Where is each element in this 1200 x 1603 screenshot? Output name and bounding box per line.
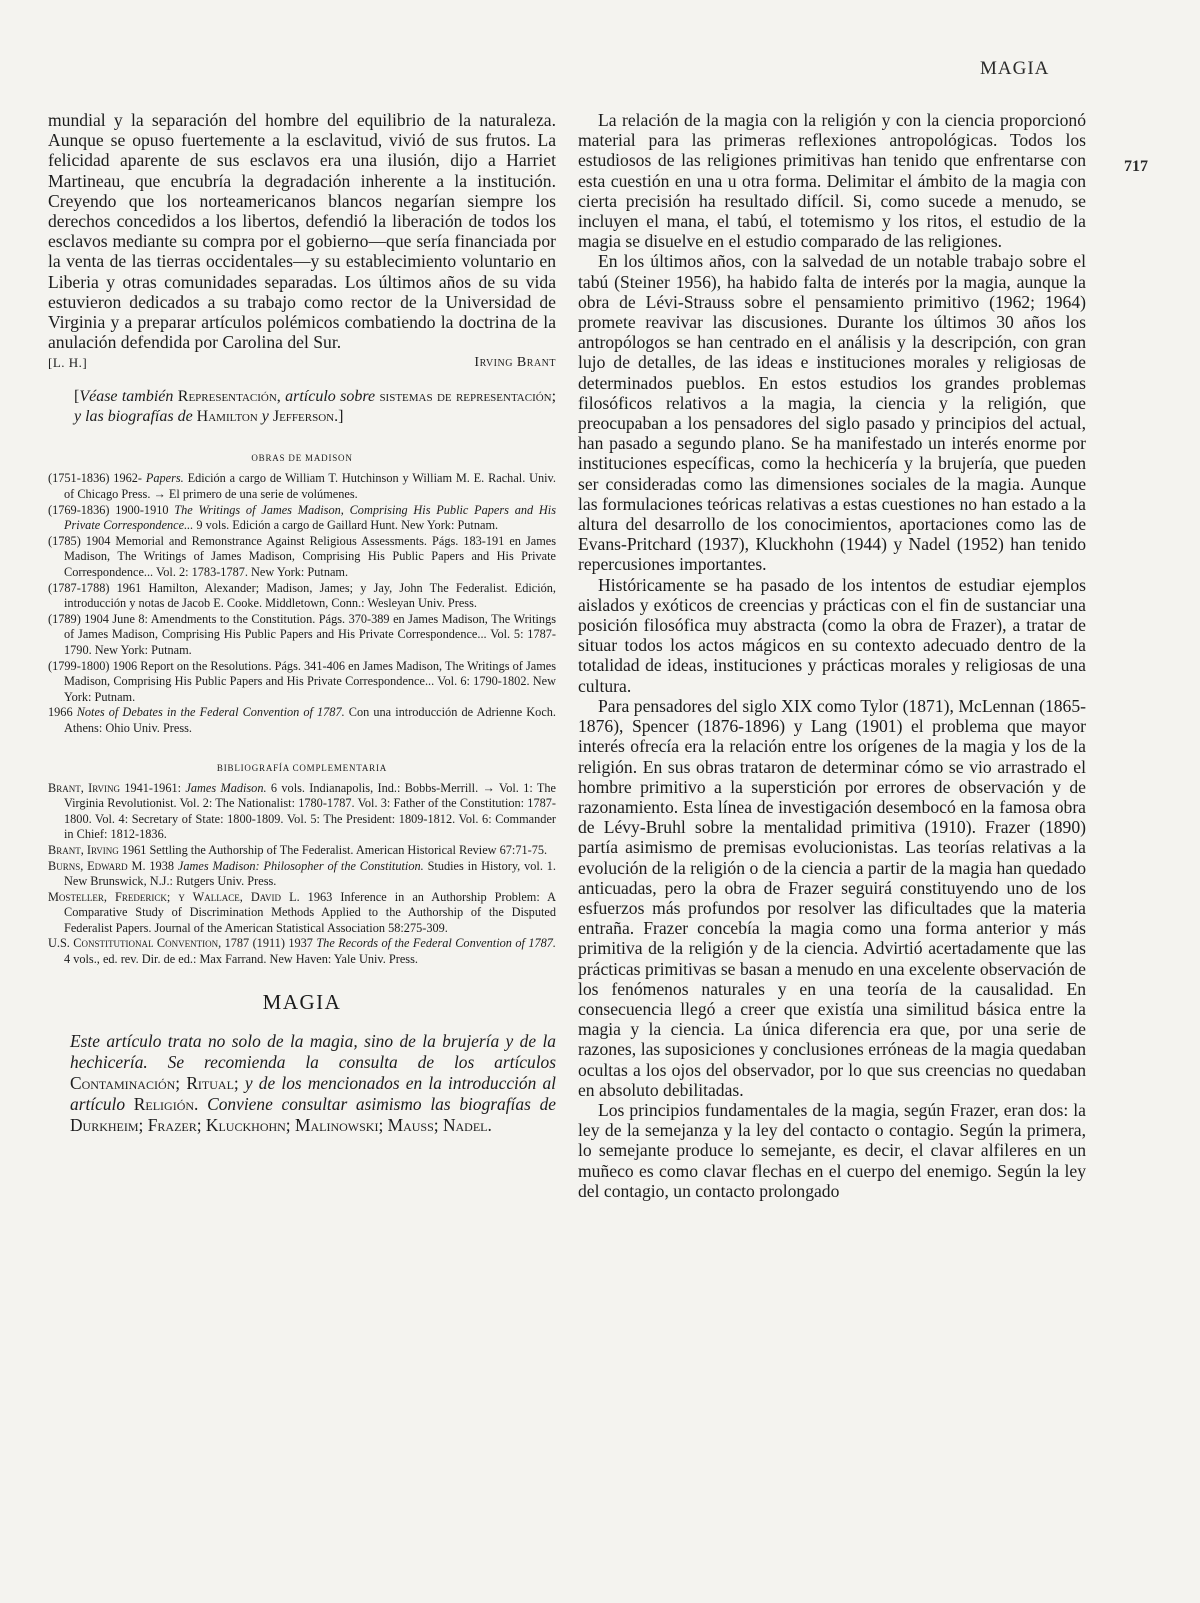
body-paragraph: La relación de la magia con la religión y con la ciencia proporcionó material para las primeras reflexiones antropológicas. Todos los estudiosos de las religiones primitivas han tenido que enfrentarse con esta cuestión en una u otra forma. Delimitar el ámbito de la magia con cierta precisión ha resultado difícil. Si, como sucede a menudo, se incluyen el mana, el tabú, el totemismo y los ritos, el estudio de la magia se disuelve en el estudio comparado de las religiones.	[578, 110, 1086, 252]
reference-entry: (1789) 1904 June 8: Amendments to the Constitution. Págs. 370-389 en James Madison, The Writings of James Madison, Comprising His Public Papers and His Private Correspondence... Vol. 5: 1787-1790. New York: Putnam.	[48, 611, 557, 657]
reference-entry: (1787-1788) 1961 Hamilton, Alexander; Madison, James; y Jay, John The Federalist. Edición, introducción y notas de Jacob E. Cooke. Middletown, Conn.: Wesleyan Univ. Press.	[48, 580, 557, 611]
bibliografia-list	[48, 781, 556, 968]
reference-entry: (1785) 1904 Memorial and Remonstrance Against Religious Assessments. Págs. 183-191 en James Madison, The Writings of James Madison, Comprising His Public Papers and His Private Correspondence... Vol. 2: 1783-1787. New York: Putnam.	[48, 533, 556, 579]
reference-entry: Burns, Edward M. 1938 James Madison: Philosopher of the Constitution. Studies in History, vol. 1. New Brunswick, N.J.: Rutgers Univ. Press.	[48, 858, 557, 889]
body-paragraph: Para pensadores del siglo XIX como Tylor (1871), McLennan (1865-1876), Spencer (1876-1896) y Lang (1901) el problema que mayor interés ofrecía era la relación entre los orígenes de la magia y los de la religión. En sus obras trataron de determinar cómo se vio arrastrado el hombre primitivo a la superstición por errores de observación y de razonamiento. Esta línea de investigación desembocó en la famosa obra de Lévy-Bruhl sobre la mentalidad primitiva (1910). Frazer (1890) partía asimismo de premisas evolucionistas. Las teorías relativas a la evolución de la religión o de la ciencia a partir de la magia han quedado anticuadas, pero la obra de Frazer seguirá constituyendo uno de los esfuerzos más profundos por resolver las dificultades que la materia entraña. Frazer concebía la magia como una forma anterior y más primitiva de la religión y de la ciencia. Advirtió acertadamente que las prácticas primitivas se basan a menudo en una excelente observación de los fenómenos naturales y en una teoría de la causalidad. En consecuencia llegó a creer que existía una similitud básica entre la magia y la ciencia. La única diferencia era que, por una serie de razones, las suposiciones y conclusiones erróneas de la magia quedaban ocultas a los ojos del observador, por lo que sus creencias no quedaban en absoluto debilitadas.	[578, 695, 1086, 1100]
translator-initials: [L. H.]	[48, 355, 88, 371]
article-intro-note: Este artículo trata no solo de la magia, sino de la brujería y de la hechicería. Se recomienda la consulta de los artículos Contaminación; Ritual; y de los mencionados en la introducción al artículo Religión. Conviene consultar asimismo las biografías de Durkheim; Frazer; Kluckhohn; Malinowski; Mauss; Nadel.	[70, 1030, 556, 1135]
running-head: MAGIA	[980, 58, 1050, 79]
see-also-note: [Véase también Representación, artículo sobre sistemas de representación; y las biografías de Hamilton y Jefferson.]	[74, 388, 557, 426]
left-column	[48, 110, 556, 1136]
reference-entry: (1769-1836) 1900-1910 The Writings of James Madison, Comprising His Public Papers and His Private Correspondence... 9 vols. Edición a cargo de Gaillard Hunt. New York: Putnam.	[48, 502, 556, 533]
body-paragraph: Los principios fundamentales de la magia, según Frazer, eran dos: la ley de la semejanza y la ley del contacto o contagio. Según la primera, lo semejante produce lo semejante, es decir, el clavar alfileres en un muñeco es como clavar flechas en el cuerpo del enemigo. Según la ley del contagio, un contacto prolongado	[578, 1099, 1086, 1201]
body-paragraph: En los últimos años, con la salvedad de un notable trabajo sobre el tabú (Steiner 1956), ha habido falta de interés por la magia, aunque la obra de Lévi-Strauss sobre el pensamiento primitivo (1962; 1964) promete reavivar las discusiones. Durante los últimos 30 años los antropólogos se han centrado en el análisis y la descripción, con gran lujo de detalles, de las ideas e instituciones morales y religiosas de determinados pueblos. En estos estudios los grandes problemas filosóficos relativos a la magia, la ciencia y la religión, que preocupaban a los pensadores del siglo pasado y principios del actual, han pasado a segundo plano. Se ha manifestado un interés enorme por instituciones específicas, como la hechicería y la brujería, que pueden ser consideradas como las dimensiones sociales de la magia. Aunque las formulaciones teóricas relativas a estas cuestiones no han estado a la altura del desarrollo de los conocimientos, aportaciones como las de Evans-Pritchard (1937), Kluckhohn (1944) y Nadel (1952) han tenido repercusiones importantes.	[578, 251, 1086, 575]
reference-entry: (1799-1800) 1906 Report on the Resolutions. Págs. 341-406 en James Madison, The Writings of James Madison, Comprising His Public Papers and His Private Correspondence... Vol. 6: 1790-1802. New York: Putnam.	[48, 658, 557, 704]
reference-entry: 1966 Notes of Debates in the Federal Convention of 1787. Con una introducción de Adrienne Koch. Athens: Ohio Univ. Press.	[48, 705, 557, 735]
reference-entry: Brant, Irving 1941-1961: James Madison. 6 vols. Indianapolis, Ind.: Bobbs-Merrill. → Vol. 1: The Virginia Revolutionist. Vol. 2: The Nationalist: 1780-1787. Vol. 3: Father of the Constitution: 1787-1800. Vol. 4: Secretary of State: 1800-1809. Vol. 5: The President: 1809-1812. Vol. 6: Commander in Chief: 1812-1836.	[48, 780, 556, 842]
reference-entry: Brant, Irving 1961 Settling the Authorship of The Federalist. American Historical Review 67:71-75.	[48, 842, 548, 857]
body-paragraph: Históricamente se ha pasado de los intentos de estudiar ejemplos aislados y exóticos de creencias y prácticas con el fin de sustanciar una posición filosófica muy abstracta (como la obra de Frazer), a tratar de situar todos los actos mágicos en su contexto adecuado dentro de la totalidad de ideas, instituciones y prácticas morales y religiosas de una cultura.	[578, 574, 1086, 696]
obras-list	[48, 471, 556, 736]
obras-heading: OBRAS DE MADISON	[251, 453, 353, 464]
article-title: MAGIA	[262, 989, 342, 1014]
reference-entry: (1751-1836) 1962- Papers. Edición a cargo de William T. Hutchinson y William M. E. Rachal. Univ. of Chicago Press. → El primero de una serie de volúmenes.	[48, 471, 556, 502]
article-signature	[48, 355, 556, 371]
page-number: 717	[1124, 158, 1148, 175]
right-column	[578, 110, 1086, 1201]
reference-entry: U.S. Constitutional Convention, 1787 (1911) 1937 The Records of the Federal Convention of 1787. 4 vols., ed. rev. Dir. de ed.: Max Farrand. New Haven: Yale Univ. Press.	[48, 936, 556, 967]
bibliografia-heading: BIBLIOGRAFÍA COMPLEMENTARIA	[216, 762, 388, 773]
reference-entry: Mosteller, Frederick; y Wallace, David L. 1963 Inference in an Authorship Problem: A Comparative Study of Discrimination Methods Applied to the Authorship of the Disputed Federalist Papers. Journal of the American Statistical Association 58:275-309.	[48, 889, 556, 935]
author-name: Irving Brant	[474, 355, 556, 371]
madison-article-conclusion: mundial y la separación del hombre del equilibrio de la naturaleza. Aunque se opuso fuertemente a la esclavitud, vivió de sus frutos. La felicidad aparente de sus esclavos era una ilusión, dijo a Harriet Martineau, que encubría la degradación inherente a la institución. Creyendo que los norteamericanos blancos negarían siempre los derechos concedidos a los libertos, defendió la liberación de todos los esclavos mediante su compra por el gobierno—que sería financiada por la venta de las tierras occidentales—y su establecimiento voluntario en Liberia y otras comunidades separadas. Los últimos años de su vida estuvieron dedicados a su trabajo como rector de la Universidad de Virginia y a preparar artículos polémicos combatiendo la doctrina de la anulación defendida por Carolina del Sur.	[48, 110, 556, 353]
